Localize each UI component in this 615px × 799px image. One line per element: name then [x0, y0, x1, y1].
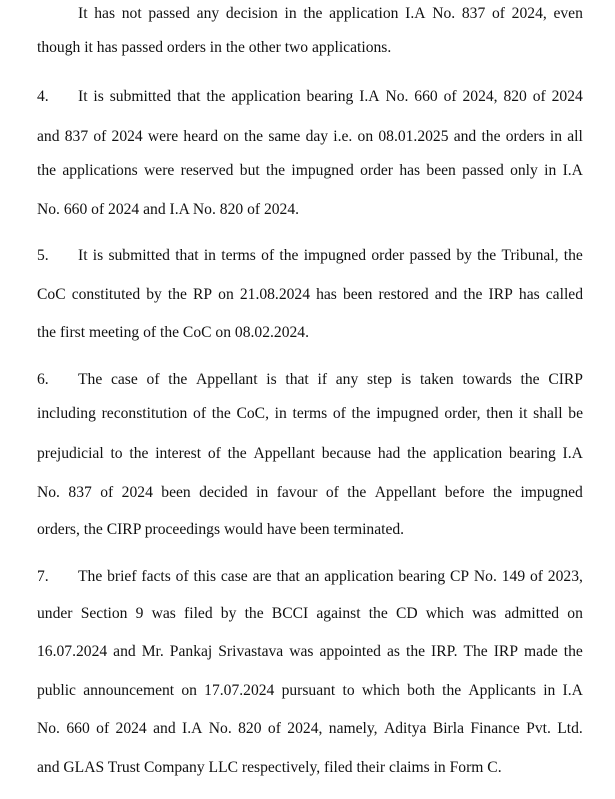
word: decision: [225, 5, 278, 22]
paragraph-number: 5.: [37, 247, 49, 264]
word: 660: [66, 720, 90, 737]
paragraph-6-line-1-text: [78, 370, 583, 390]
paragraph-7-line-3: [37, 642, 583, 662]
word: It: [78, 88, 88, 105]
word: impugned: [291, 162, 354, 179]
word: is: [266, 371, 277, 388]
paragraph-6-line-5-text: orders, the CIRP proceedings would have been terminated.: [37, 521, 405, 538]
word: and: [37, 128, 60, 145]
word: Mr.: [141, 643, 164, 660]
word: application: [324, 568, 394, 585]
word: an: [304, 568, 320, 585]
paragraph-6-line-3-text: [37, 444, 583, 464]
word: before: [444, 484, 485, 501]
word: heard: [183, 128, 219, 145]
paragraph-6-line-5: [37, 520, 583, 540]
word: constituted: [71, 286, 141, 303]
word: BCCI: [271, 605, 309, 622]
word: impugned: [520, 484, 583, 501]
word: No.: [473, 568, 497, 585]
word: 2024: [111, 128, 143, 145]
word: orders: [505, 128, 545, 145]
word: RP: [193, 286, 213, 303]
word: the: [244, 128, 264, 145]
word: impugned: [376, 405, 439, 422]
paragraph-5-line-1: [37, 246, 583, 266]
word: 2024: [551, 88, 583, 105]
word: both: [407, 682, 435, 699]
word: 2024: [115, 720, 147, 737]
paragraph-4-line-4: [37, 200, 583, 220]
word: the: [463, 286, 483, 303]
word: order: [360, 162, 393, 179]
word: is: [400, 371, 412, 388]
word: if: [317, 371, 328, 388]
word: is: [93, 88, 104, 105]
word: were: [147, 128, 179, 145]
word: by: [220, 605, 237, 622]
word: Tribunal,: [501, 247, 559, 264]
word: the: [167, 286, 187, 303]
word: I.A: [562, 682, 583, 699]
word: the: [37, 162, 57, 179]
word: on: [218, 286, 234, 303]
word: day: [305, 128, 329, 145]
paragraph-7-line-4: [37, 681, 583, 701]
word: has: [316, 286, 337, 303]
word: but: [239, 162, 260, 179]
word: in: [203, 247, 216, 264]
paragraph-7-line-6: [37, 758, 583, 778]
word: 837: [68, 484, 92, 501]
word: Appellant: [253, 445, 315, 462]
word: IRP.: [431, 643, 458, 660]
word: been: [426, 162, 456, 179]
word: because: [321, 445, 372, 462]
intro-line-1: [37, 4, 583, 24]
word: step: [366, 371, 393, 388]
paragraph-4-line-3-text: [37, 161, 583, 181]
word: 837: [64, 128, 89, 145]
word: it: [518, 405, 528, 422]
paragraph-7-line-1: [37, 567, 583, 587]
word: passed: [462, 162, 504, 179]
paragraph-6-line-2: [37, 404, 583, 424]
word: I.A: [562, 445, 583, 462]
word: by: [456, 247, 472, 264]
word: favour: [276, 484, 318, 501]
word: Pankaj: [169, 643, 213, 660]
word: CIRP: [548, 371, 583, 388]
intro-line-1-text: [78, 4, 583, 24]
word: against: [316, 605, 361, 622]
word: CoC,: [236, 405, 269, 422]
word: the: [279, 247, 299, 264]
word: the: [266, 162, 286, 179]
paragraph-7-line-2-text: [37, 604, 583, 624]
word: of: [146, 371, 160, 388]
paragraph-5-line-1-text: [78, 246, 583, 266]
word: that: [285, 371, 309, 388]
paragraph-6-line-1: [37, 370, 583, 390]
word: in: [274, 405, 287, 422]
word: appointed: [319, 643, 381, 660]
word: the: [481, 128, 501, 145]
word: passed: [148, 5, 190, 22]
word: No.: [208, 720, 232, 737]
word: I.A: [182, 720, 203, 737]
word: CoC: [37, 286, 66, 303]
word: 2024,: [462, 88, 498, 105]
word: I.A: [405, 5, 426, 22]
word: was: [472, 605, 497, 622]
word: was: [289, 643, 314, 660]
word: CD: [395, 605, 418, 622]
word: Applicants: [468, 682, 536, 699]
word: in: [549, 128, 563, 145]
word: bearing: [509, 445, 556, 462]
word: on: [567, 605, 583, 622]
word: and: [113, 643, 136, 660]
word: and: [434, 286, 458, 303]
word: which: [361, 682, 400, 699]
paragraph-4-line-4-text: No. 660 of 2024 and I.A No. 820 of 2024.: [37, 201, 300, 218]
word: 2024: [121, 484, 153, 501]
paragraph-4-line-1: [37, 87, 583, 107]
word: submitted: [108, 247, 170, 264]
word: I.A: [562, 162, 583, 179]
word: has: [399, 162, 421, 179]
word: reconstitution: [101, 405, 188, 422]
word: 660: [414, 88, 438, 105]
paragraph-number: 7.: [37, 568, 49, 585]
word: Appellant: [374, 484, 437, 501]
word: IRP: [488, 286, 513, 303]
word: facts: [141, 568, 171, 585]
intro-line-2-text: though it has passed orders in the other two applications.: [37, 39, 392, 56]
word: the: [347, 484, 367, 501]
word: namely,: [328, 720, 378, 737]
word: terms: [221, 247, 256, 264]
word: has: [518, 286, 540, 303]
word: by: [146, 286, 162, 303]
word: shall: [533, 405, 563, 422]
word: 149: [501, 568, 526, 585]
word: has: [94, 5, 116, 22]
word: the: [563, 247, 583, 264]
word: No.: [37, 720, 60, 737]
paragraph-5-line-3: [37, 323, 583, 343]
word: IRP: [493, 643, 519, 660]
word: are: [252, 568, 272, 585]
word: the: [129, 445, 149, 462]
word: brief: [107, 568, 137, 585]
word: only: [510, 162, 538, 179]
word: I.A: [359, 88, 380, 105]
word: which: [425, 605, 464, 622]
word: of: [96, 720, 110, 737]
paragraph-7-line-2: [37, 604, 583, 624]
word: of: [332, 405, 346, 422]
word: the: [351, 405, 371, 422]
word: 820: [238, 720, 262, 737]
word: of: [207, 445, 221, 462]
paragraph-5-line-2: [37, 285, 583, 305]
word: to: [342, 682, 355, 699]
word: The: [78, 371, 103, 388]
word: this: [193, 568, 217, 585]
word: Aditya: [383, 720, 427, 737]
word: decided: [199, 484, 248, 501]
word: the: [407, 445, 427, 462]
word: on: [181, 682, 197, 699]
paragraph-7-line-5: [37, 719, 583, 739]
word: in: [256, 484, 269, 501]
word: 16.07.2024: [37, 643, 108, 660]
word: Section: [80, 605, 128, 622]
word: The: [78, 568, 103, 585]
word: Finance: [470, 720, 520, 737]
word: on: [357, 128, 374, 145]
word: pursuant: [281, 682, 336, 699]
word: called: [545, 286, 583, 303]
word: announcement: [83, 682, 175, 699]
word: the: [477, 247, 497, 264]
paragraph-6-line-3: [37, 444, 583, 464]
word: Birla: [432, 720, 464, 737]
word: of: [261, 247, 275, 264]
word: is: [92, 247, 104, 264]
word: made: [524, 643, 558, 660]
word: applications: [62, 162, 138, 179]
word: No.: [432, 5, 456, 22]
word: was: [151, 605, 176, 622]
word: in: [544, 162, 557, 179]
word: the: [206, 88, 226, 105]
word: Appellant: [196, 371, 258, 388]
paragraph-5-line-3-text: the first meeting of the CoC on 08.02.2024.: [37, 324, 309, 341]
word: in: [543, 682, 556, 699]
word: 08.01.2025: [378, 128, 449, 145]
paragraph-6-line-4-text: [37, 483, 583, 503]
word: of: [325, 484, 339, 501]
word: order: [371, 247, 405, 264]
word: interest: [155, 445, 202, 462]
word: 2023,: [547, 568, 583, 585]
paragraph-7-line-3-text: [37, 642, 583, 662]
word: case: [110, 371, 138, 388]
paragraph-4-line-2-text: [37, 127, 583, 147]
word: been: [342, 286, 373, 303]
word: the: [303, 5, 323, 22]
word: same: [268, 128, 301, 145]
word: and: [453, 128, 477, 145]
word: admitted: [504, 605, 560, 622]
word: any: [335, 371, 359, 388]
word: i.e.: [333, 128, 353, 145]
word: as: [386, 643, 400, 660]
word: public: [37, 682, 76, 699]
word: of: [267, 720, 281, 737]
word: of: [93, 128, 107, 145]
word: to: [110, 445, 123, 462]
word: prejudicial: [37, 445, 104, 462]
word: towards: [462, 371, 512, 388]
word: of: [491, 5, 505, 22]
word: the: [520, 371, 540, 388]
word: bearing: [306, 88, 354, 105]
word: of: [532, 88, 546, 105]
word: any: [196, 5, 220, 22]
word: and: [153, 720, 176, 737]
word: bearing: [398, 568, 446, 585]
word: No.: [385, 88, 409, 105]
word: 2024,: [287, 720, 323, 737]
word: in: [284, 5, 297, 22]
word: the: [442, 682, 462, 699]
word: application: [329, 5, 399, 22]
word: even: [553, 5, 583, 22]
word: of: [443, 88, 457, 105]
paragraph-7-line-6-text: and GLAS Trust Company LLC respectively, filed their claims in Form C.: [37, 759, 502, 776]
word: The: [463, 643, 488, 660]
word: were: [144, 162, 175, 179]
word: the: [405, 643, 426, 660]
paragraph-6-line-2-text: [37, 404, 583, 424]
word: of: [193, 405, 207, 422]
word: the: [211, 405, 231, 422]
word: that: [175, 247, 199, 264]
word: case: [220, 568, 248, 585]
word: been: [161, 484, 191, 501]
word: terms: [292, 405, 328, 422]
word: Pvt.: [526, 720, 551, 737]
word: the: [563, 643, 583, 660]
word: the: [227, 445, 247, 462]
word: 2024,: [511, 5, 547, 22]
word: application: [231, 88, 301, 105]
word: 820: [503, 88, 527, 105]
paragraph-7-line-1-text: [78, 567, 583, 587]
word: Ltd.: [557, 720, 583, 737]
word: on: [223, 128, 239, 145]
word: 837: [461, 5, 486, 22]
word: It: [78, 247, 88, 264]
word: restored: [378, 286, 429, 303]
word: be: [568, 405, 583, 422]
word: not: [121, 5, 142, 22]
word: that: [177, 88, 201, 105]
word: reserved: [180, 162, 234, 179]
word: It: [78, 5, 88, 22]
paragraph-4-line-1-text: [78, 87, 583, 107]
paragraph-number: 4.: [37, 88, 49, 105]
word: order,: [444, 405, 481, 422]
paragraph-4-line-2: [37, 127, 583, 147]
word: taken: [419, 371, 454, 388]
word: the: [368, 605, 388, 622]
paragraph-4-line-3: [37, 161, 583, 181]
paragraph-7-line-4-text: [37, 681, 583, 701]
word: of: [100, 484, 114, 501]
word: submitted: [109, 88, 172, 105]
word: of: [175, 568, 189, 585]
word: Srivastava: [218, 643, 284, 660]
word: the: [492, 484, 513, 501]
word: all: [567, 128, 583, 145]
word: No.: [37, 484, 60, 501]
paragraph-5-line-2-text: [37, 285, 583, 305]
word: the: [168, 371, 188, 388]
word: 17.07.2024: [204, 682, 275, 699]
word: 21.08.2024: [239, 286, 311, 303]
paragraph-6-line-4: [37, 483, 583, 503]
word: of: [529, 568, 543, 585]
word: had: [377, 445, 401, 462]
paragraph-7-line-5-text: [37, 719, 583, 739]
word: CP: [449, 568, 470, 585]
word: under: [37, 605, 73, 622]
paragraph-number: 6.: [37, 371, 49, 388]
word: 9: [135, 605, 144, 622]
word: then: [486, 405, 514, 422]
word: including: [37, 405, 96, 422]
word: passed: [409, 247, 452, 264]
word: impugned: [303, 247, 367, 264]
word: filed: [184, 605, 213, 622]
word: that: [276, 568, 300, 585]
word: the: [244, 605, 264, 622]
word: application: [432, 445, 503, 462]
intro-line-2: [37, 38, 583, 58]
